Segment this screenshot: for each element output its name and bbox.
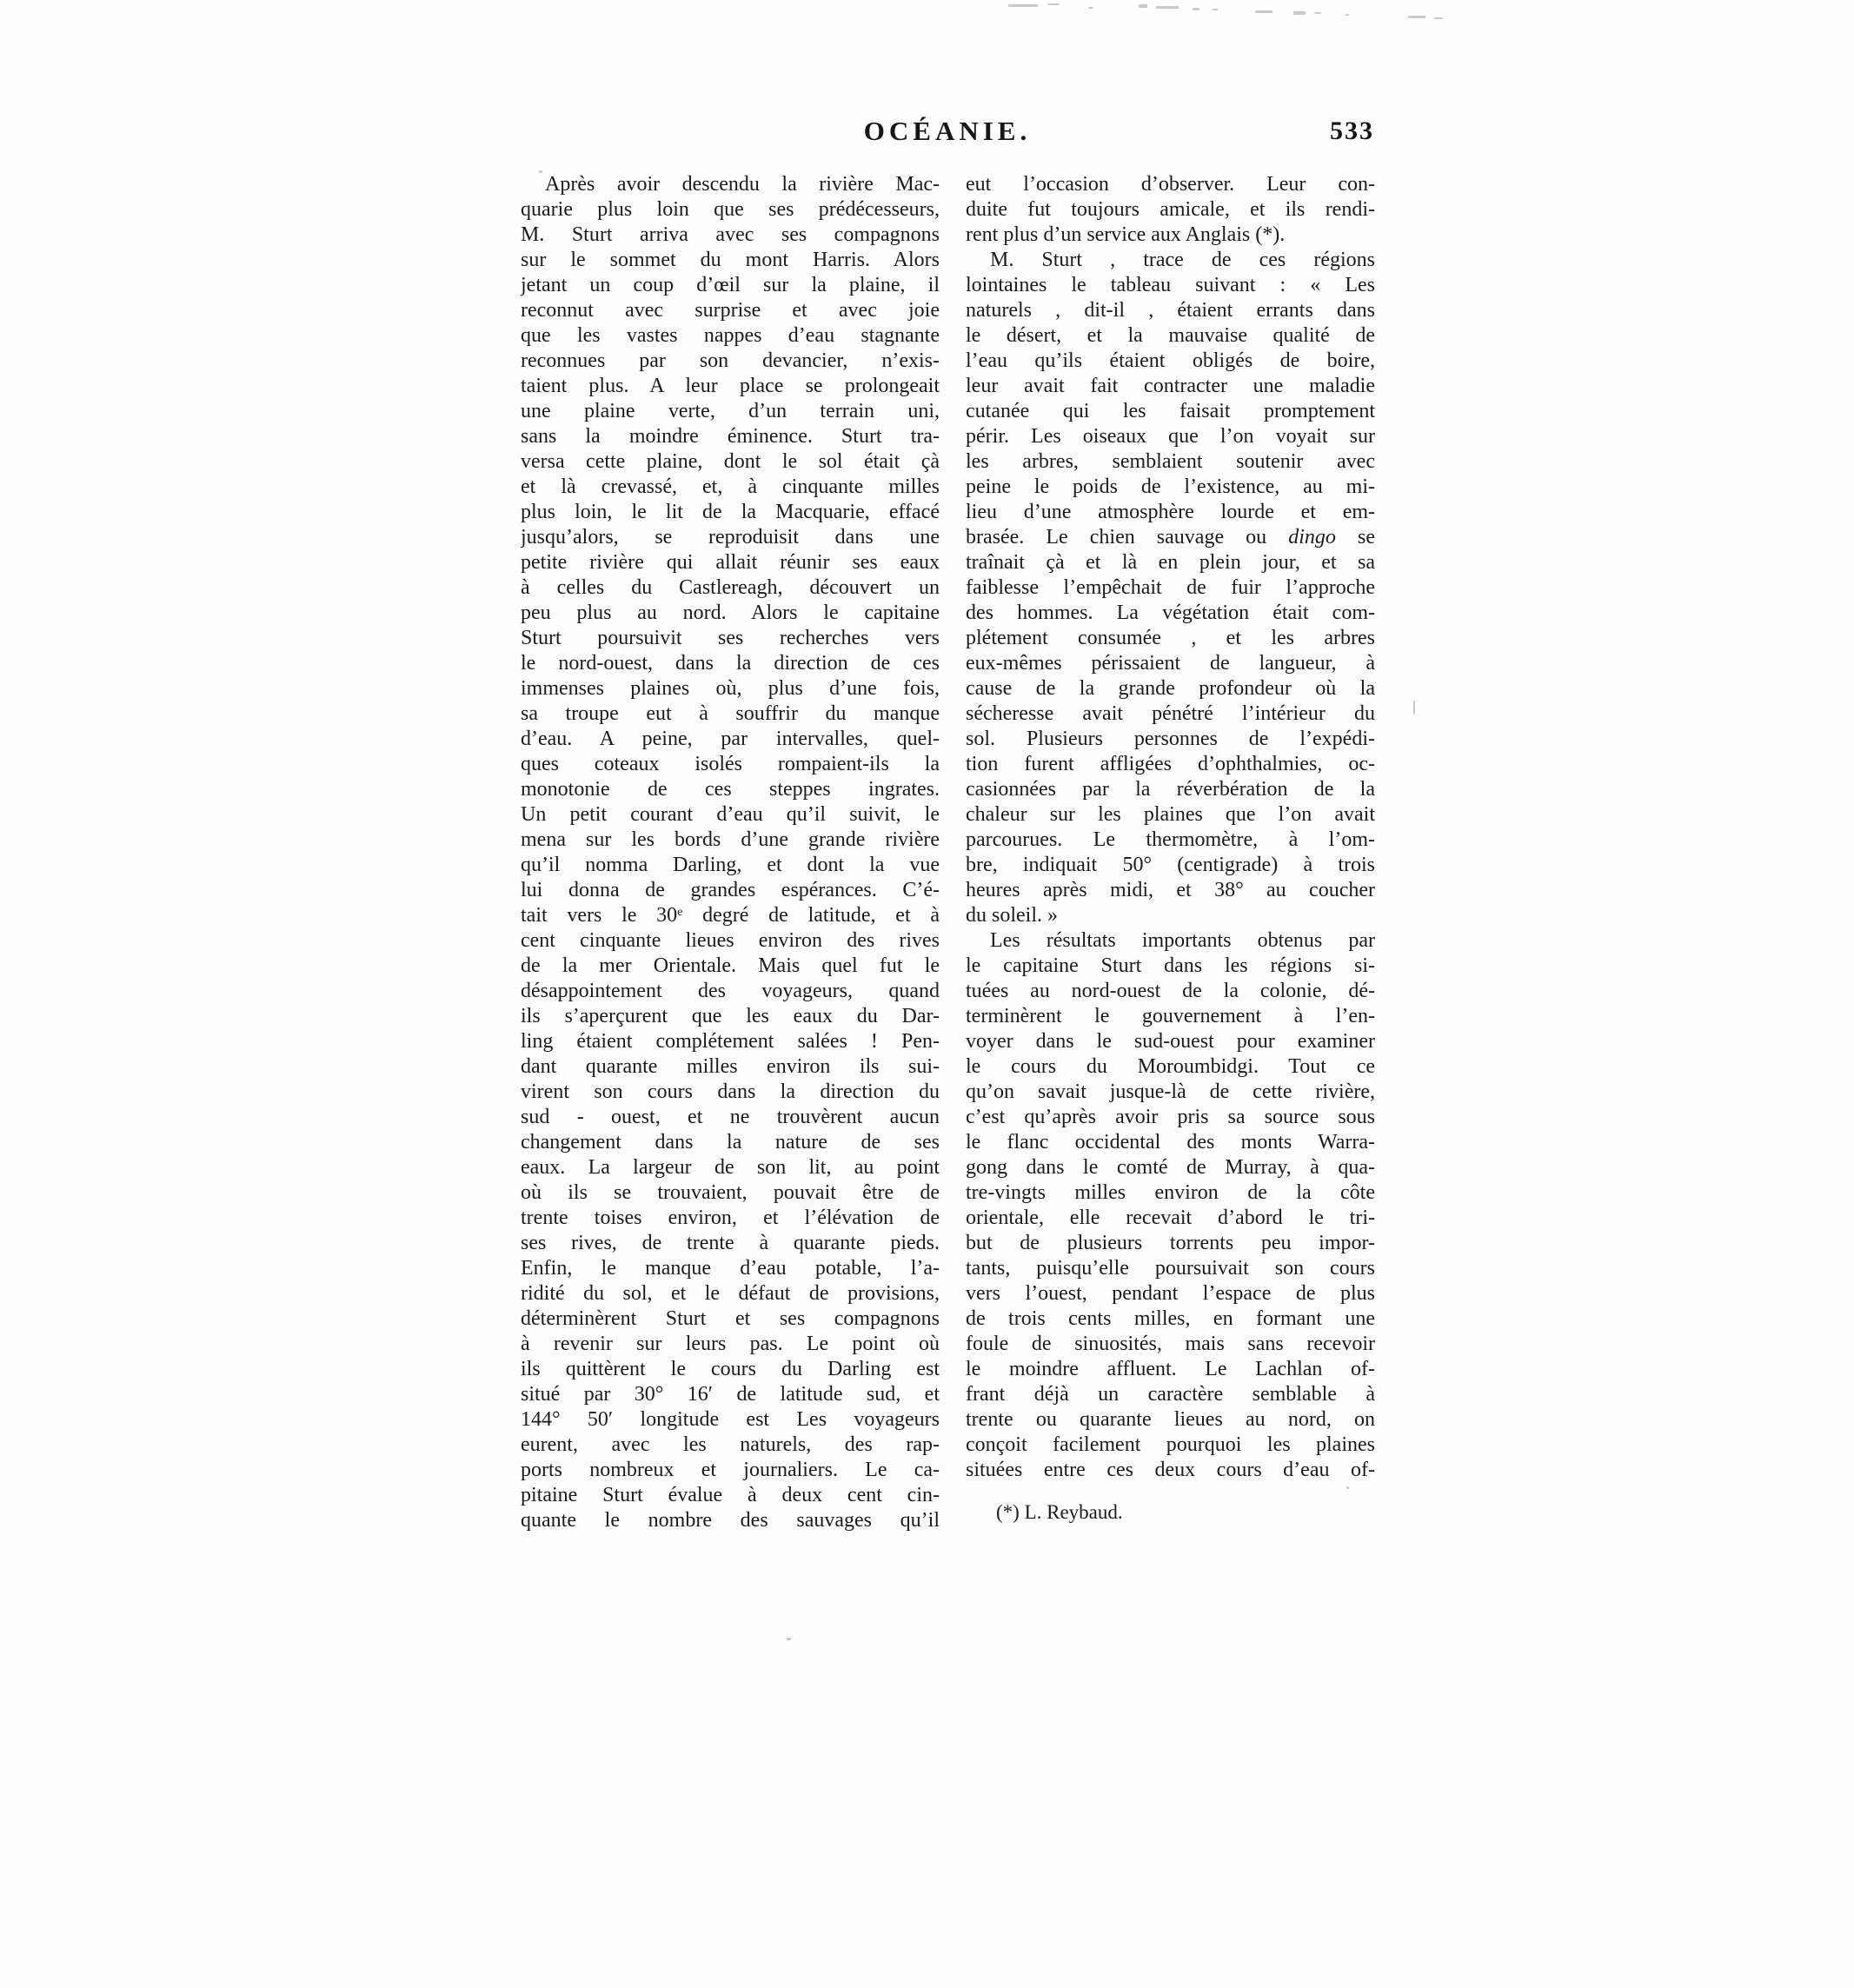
text-line: eut l’occasion d’observer. Leur con- bbox=[966, 173, 1375, 196]
text-line: reconnues par son devancier, n’exis- bbox=[521, 349, 940, 372]
text-line: foule de sinuosités, mais sans recevoir bbox=[966, 1333, 1375, 1355]
text-line: reconnut avec surprise et avec joie bbox=[521, 299, 940, 322]
text-line: le désert, et la mauvaise qualité de bbox=[966, 324, 1375, 347]
text-line: Enfin, le manque d’eau potable, l’a- bbox=[521, 1257, 940, 1280]
text-line: le flanc occidental des monts Warra- bbox=[966, 1131, 1375, 1154]
text-line: changement dans la nature de ses bbox=[521, 1131, 940, 1154]
right-column bbox=[966, 172, 1375, 1483]
scan-artifact bbox=[1293, 11, 1306, 15]
text-line: gong dans le comté de Murray, à qua- bbox=[966, 1156, 1375, 1179]
text-line: jetant un coup d’œil sur la plaine, il bbox=[521, 274, 940, 296]
text-line: chaleur sur les plaines que l’on avait bbox=[966, 803, 1375, 826]
text-line: ling étaient complétement salées ! Pen- bbox=[521, 1030, 940, 1053]
text-line: désappointement des voyageurs, quand bbox=[521, 980, 940, 1002]
text-line: ils s’aperçurent que les eaux du Dar- bbox=[521, 1005, 940, 1027]
text-line: trente ou quarante lieues au nord, on bbox=[966, 1408, 1375, 1431]
text-line: Un petit courant d’eau qu’il suivit, le bbox=[521, 803, 940, 826]
text-line: taient plus. A leur place se prolongeait bbox=[521, 375, 940, 397]
footnote: (*) L. Reybaud. bbox=[996, 1501, 1123, 1523]
text-line: tion furent affligées d’ophthalmies, oc- bbox=[966, 753, 1375, 775]
text-line: et là crevassé, et, à cinquante milles bbox=[521, 475, 940, 498]
text-line: eux-mêmes périssaient de langueur, à bbox=[966, 652, 1375, 675]
text-line: brasée. Le chien sauvage ou dingo se bbox=[966, 526, 1375, 549]
text-line: sud - ouest, et ne trouvèrent aucun bbox=[521, 1106, 940, 1128]
text-line: plétement consumée , et les arbres bbox=[966, 627, 1375, 649]
text-line: M. Sturt , trace de ces régions bbox=[990, 249, 1375, 271]
text-line: à revenir sur leurs pas. Le point où bbox=[521, 1333, 940, 1355]
text-line: trente toises environ, et l’élévation de bbox=[521, 1207, 940, 1229]
text-line: peu plus au nord. Alors le capitaine bbox=[521, 602, 940, 624]
text-line: casionnées par la réverbération de la bbox=[966, 778, 1375, 801]
text-line: de trois cents milles, en formant une bbox=[966, 1307, 1375, 1330]
text-line: sans la moindre éminence. Sturt tra- bbox=[521, 425, 940, 448]
text-line: naturels , dit-il , étaient errants dans bbox=[966, 299, 1375, 322]
text-line: Les résultats importants obtenus par bbox=[990, 929, 1375, 952]
text-line: immenses plaines où, plus d’une fois, bbox=[521, 677, 940, 700]
text-line: sécheresse avait pénétré l’intérieur du bbox=[966, 702, 1375, 725]
text-line: le cours du Moroumbidgi. Tout ce bbox=[966, 1055, 1375, 1078]
scan-artifact bbox=[1047, 3, 1060, 5]
text-line: tuées au nord-ouest de la colonie, dé- bbox=[966, 980, 1375, 1002]
text-line: lieu d’une atmosphère lourde et em- bbox=[966, 501, 1375, 523]
scan-artifact bbox=[1346, 1486, 1349, 1489]
text-line: cause de la grande profondeur où la bbox=[966, 677, 1375, 700]
text-line: peine le poids de l’existence, au mi- bbox=[966, 475, 1375, 498]
text-line: ques coteaux isolés rompaient-ils la bbox=[521, 753, 940, 775]
text-line: rent plus d’un service aux Anglais (*). bbox=[966, 223, 1286, 246]
scan-artifact bbox=[1213, 9, 1218, 10]
text-line: du soleil. » bbox=[966, 904, 1058, 927]
text-line: où ils se trouvaient, pouvait être de bbox=[521, 1181, 940, 1204]
text-line: bre, indiquait 50° (centigrade) à trois bbox=[966, 854, 1375, 876]
text-line: jusqu’alors, se reproduisit dans une bbox=[521, 526, 940, 549]
text-line: tait vers le 30e degré de latitude, et à bbox=[521, 904, 940, 927]
text-line: le nord-ouest, dans la direction de ces bbox=[521, 652, 940, 675]
text-line: duite fut toujours amicale, et ils rendi- bbox=[966, 198, 1375, 221]
text-line: situé par 30° 16′ de latitude sud, et bbox=[521, 1383, 940, 1406]
text-line: eurent, avec les naturels, des rap- bbox=[521, 1433, 940, 1456]
text-line: Sturt poursuivit ses recherches vers bbox=[521, 627, 940, 649]
text-line: des hommes. La végétation était com- bbox=[966, 602, 1375, 624]
text-line: lointaines le tableau suivant : « Les bbox=[966, 274, 1375, 296]
text-line: c’est qu’après avoir pris sa source sous bbox=[966, 1106, 1375, 1128]
text-line: les arbres, semblaient soutenir avec bbox=[966, 450, 1375, 473]
scan-artifact bbox=[1255, 10, 1273, 13]
text-line: orientale, elle recevait d’abord le tri- bbox=[966, 1207, 1375, 1229]
page-number: 533 bbox=[1330, 116, 1374, 145]
text-line: sur le sommet du mont Harris. Alors bbox=[521, 249, 940, 271]
text-line: vers l’ouest, pendant l’espace de plus bbox=[966, 1282, 1375, 1305]
left-column bbox=[521, 172, 940, 1533]
text-line: tre-vingts milles environ de la côte bbox=[966, 1181, 1375, 1204]
text-line: faiblesse l’empêchait de fuir l’approche bbox=[966, 576, 1375, 599]
page-title: OCÉANIE. bbox=[863, 116, 1032, 146]
scan-artifact bbox=[1434, 17, 1443, 19]
text-line: eaux. La largeur de son lit, au point bbox=[521, 1156, 940, 1179]
text-line: M. Sturt arriva avec ses compagnons bbox=[521, 223, 940, 246]
text-line: pitaine Sturt évalue à deux cent cin- bbox=[521, 1484, 940, 1506]
text-line: le moindre affluent. Le Lachlan of- bbox=[966, 1358, 1375, 1380]
scan-artifact bbox=[787, 1638, 791, 1640]
text-line: petite rivière qui allait réunir ses eaux bbox=[521, 551, 940, 574]
text-line: périr. Les oiseaux que l’on voyait sur bbox=[966, 425, 1375, 448]
text-line: une plaine verte, d’un terrain uni, bbox=[521, 400, 940, 422]
text-line: situées entre ces deux cours d’eau of- bbox=[966, 1459, 1375, 1481]
text-line: qu’on savait jusque-là de cette rivière, bbox=[966, 1080, 1375, 1103]
text-line: terminèrent le gouvernement à l’en- bbox=[966, 1005, 1375, 1027]
scan-artifact bbox=[1139, 4, 1147, 8]
text-line: virent son cours dans la direction du bbox=[521, 1080, 940, 1103]
text-line: qu’il nomma Darling, et dont la vue bbox=[521, 854, 940, 876]
text-line: monotonie de ces steppes ingrates. bbox=[521, 778, 940, 801]
text-line: mena sur les bords d’une grande rivière bbox=[521, 828, 940, 851]
scan-artifact bbox=[1008, 4, 1038, 7]
text-line: parcourues. Le thermomètre, à l’om- bbox=[966, 828, 1375, 851]
text-line: cent cinquante lieues environ des rives bbox=[521, 929, 940, 952]
text-line: lui donna de grandes espérances. C’é- bbox=[521, 879, 940, 901]
text-line: quante le nombre des sauvages qu’il bbox=[521, 1509, 940, 1532]
scan-artifact bbox=[1156, 6, 1179, 9]
text-line: versa cette plaine, dont le sol était çà bbox=[521, 450, 940, 473]
text-line: ils quittèrent le cours du Darling est bbox=[521, 1358, 940, 1380]
text-line: Après avoir descendu la rivière Mac- bbox=[545, 173, 940, 196]
text-line: frant déjà un caractère semblable à bbox=[966, 1383, 1375, 1406]
text-line: dant quarante milles environ ils sui- bbox=[521, 1055, 940, 1078]
text-line: leur avait fait contracter une maladie bbox=[966, 375, 1375, 397]
scan-artifact bbox=[1346, 14, 1349, 16]
scan-artifact bbox=[1413, 701, 1415, 715]
text-line: le capitaine Sturt dans les régions si- bbox=[966, 954, 1375, 977]
text-line: traînait çà et là en plein jour, et sa bbox=[966, 551, 1375, 574]
scan-artifact bbox=[1193, 8, 1199, 10]
text-line: voyer dans le sud-ouest pour examiner bbox=[966, 1030, 1375, 1053]
scan-artifact bbox=[1314, 12, 1321, 14]
text-line: sa troupe eut à souffrir du manque bbox=[521, 702, 940, 725]
text-line: heures après midi, et 38° au coucher bbox=[966, 879, 1375, 901]
text-line: tants, puisqu’elle poursuivait son cours bbox=[966, 1257, 1375, 1280]
text-line: à celles du Castlereagh, découvert un bbox=[521, 576, 940, 599]
page-header bbox=[521, 116, 1374, 152]
text-line: ports nombreux et journaliers. Le ca- bbox=[521, 1459, 940, 1481]
scan-artifact bbox=[1408, 16, 1425, 18]
text-line: déterminèrent Sturt et ses compagnons bbox=[521, 1307, 940, 1330]
text-line: plus loin, le lit de la Macquarie, effacé bbox=[521, 501, 940, 523]
text-line: cutanée qui les faisait promptement bbox=[966, 400, 1375, 422]
text-line: de la mer Orientale. Mais quel fut le bbox=[521, 954, 940, 977]
scan-artifact bbox=[1088, 7, 1093, 9]
text-line: sol. Plusieurs personnes de l’expédi- bbox=[966, 728, 1375, 750]
text-line: que les vastes nappes d’eau stagnante bbox=[521, 324, 940, 347]
text-line: l’eau qu’ils étaient obligés de boire, bbox=[966, 349, 1375, 372]
text-line: 144° 50′ longitude est Les voyageurs bbox=[521, 1408, 940, 1431]
text-line: but de plusieurs torrents peu impor- bbox=[966, 1232, 1375, 1254]
text-line: ses rives, de trente à quarante pieds. bbox=[521, 1232, 940, 1254]
text-line: quarie plus loin que ses prédécesseurs, bbox=[521, 198, 940, 221]
text-line: conçoit facilement pourquoi les plaines bbox=[966, 1433, 1375, 1456]
text-line: d’eau. A peine, par intervalles, quel- bbox=[521, 728, 940, 750]
text-line: ridité du sol, et le défaut de provisions, bbox=[521, 1282, 940, 1305]
